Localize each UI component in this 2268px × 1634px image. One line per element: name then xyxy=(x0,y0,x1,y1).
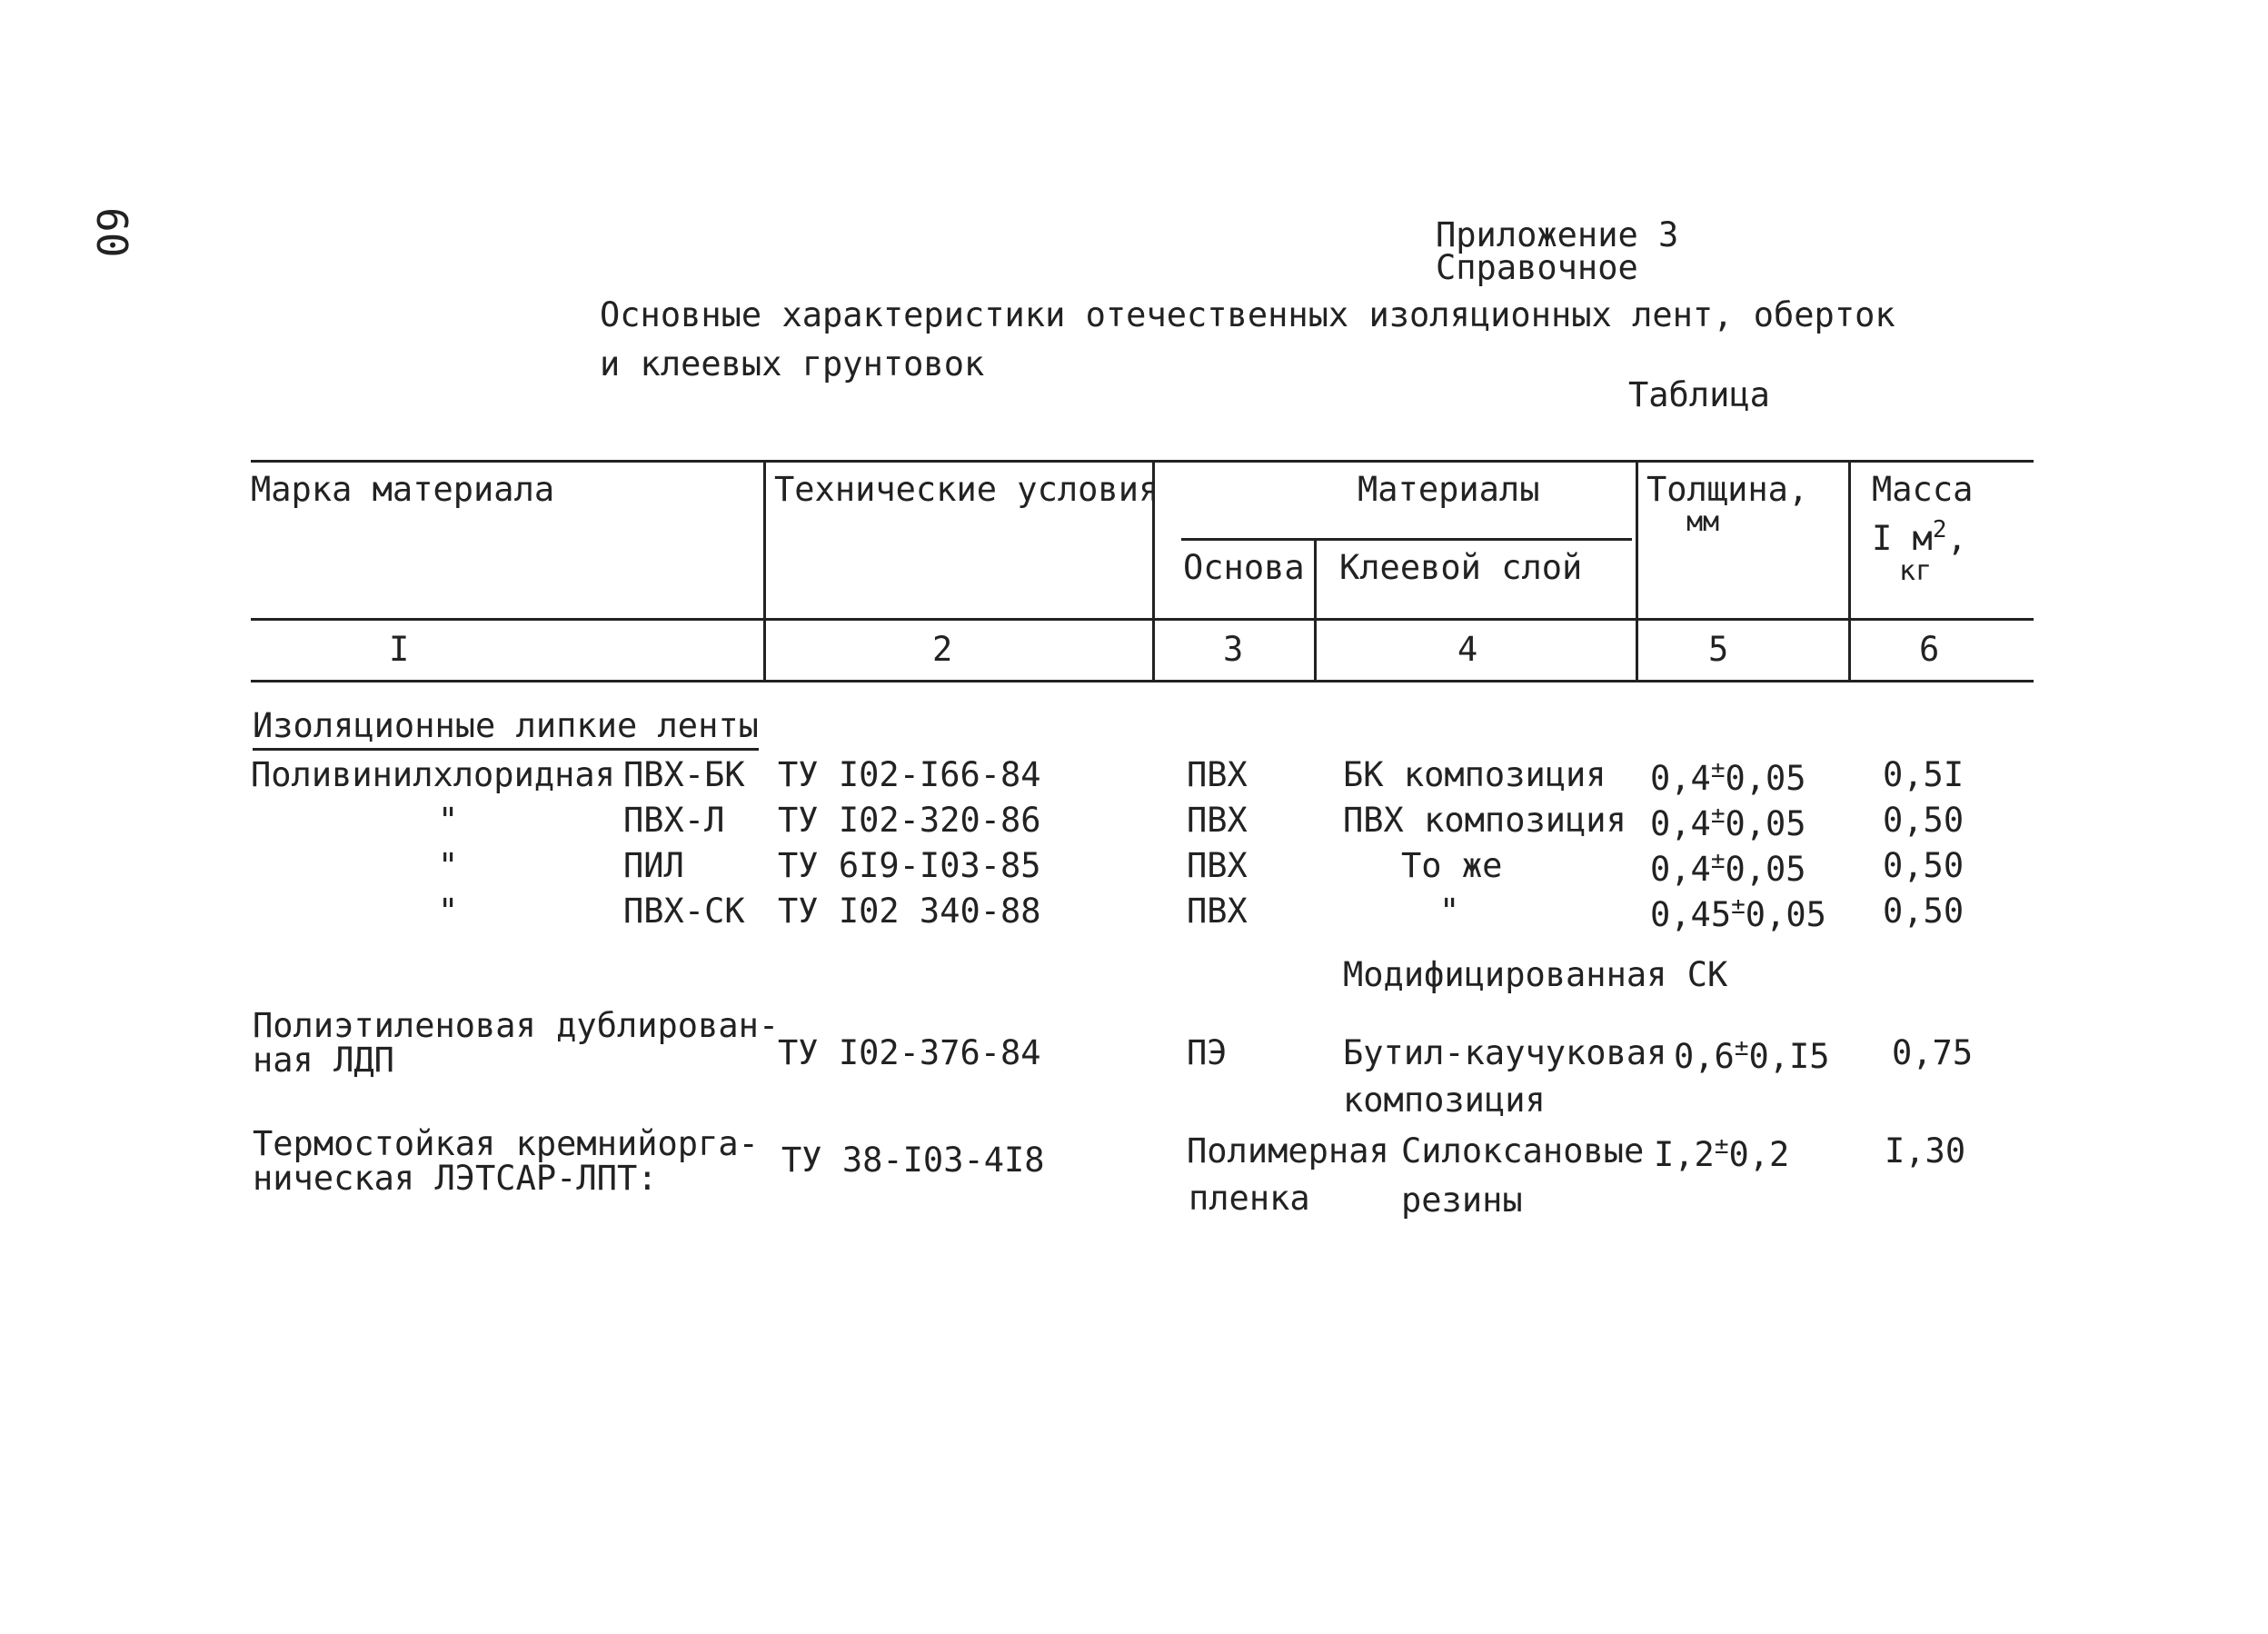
row-tech-conditions: ТУ I02-I66-84 xyxy=(778,755,1041,794)
row-adhesive: БК композиция xyxy=(1343,755,1606,794)
si-row-adhesive-line-1: Силоксановые xyxy=(1401,1131,1645,1171)
row-material-name: " xyxy=(438,892,459,931)
materials-subheader-rule xyxy=(1181,538,1632,541)
row-material-name: " xyxy=(438,846,459,885)
row-mass: 0,50 xyxy=(1883,892,1965,931)
pe-row-name-line-1: Полиэтиленовая дублирован- xyxy=(253,1006,780,1045)
row-thickness: 0,4±0,05 xyxy=(1650,802,1806,843)
pe-row-tech-conditions: ТУ I02-376-84 xyxy=(778,1033,1041,1072)
column-divider xyxy=(1636,460,1638,682)
column-number: 3 xyxy=(1223,630,1244,669)
header-thickness-unit: мм xyxy=(1686,506,1720,538)
pe-row-base: ПЭ xyxy=(1187,1033,1228,1072)
row-adhesive: ПВХ композиция xyxy=(1343,801,1626,840)
header-adhesive: Клеевой слой xyxy=(1339,548,1583,587)
header-thickness: Толщина, xyxy=(1646,470,1809,509)
document-title-line-1: Основные характеристики отечественных изоляционных лент, оберток xyxy=(600,295,1895,334)
row-base: ПВХ xyxy=(1187,892,1248,931)
column-number: I xyxy=(389,630,410,669)
row-adhesive: " xyxy=(1439,892,1460,931)
row-material-code: ПИЛ xyxy=(623,846,684,885)
header-materials: Материалы xyxy=(1358,470,1540,509)
column-number: 4 xyxy=(1457,630,1478,669)
pe-row-mass: 0,75 xyxy=(1892,1033,1974,1072)
appendix-type: Справочное xyxy=(1436,248,1638,287)
row-material-code: ПВХ-БК xyxy=(623,755,745,794)
si-row-thickness: I,2±0,2 xyxy=(1654,1132,1790,1174)
page-number: 60 xyxy=(87,207,136,258)
row-material-code: ПВХ-Л xyxy=(623,801,725,840)
header-bottom-rule xyxy=(251,618,2034,621)
row-mass: 0,5I xyxy=(1883,755,1965,794)
row-adhesive: То же xyxy=(1401,846,1503,885)
column-numbers-rule xyxy=(251,680,2034,682)
section-title: Изоляционные липкие ленты xyxy=(253,709,759,742)
column-divider xyxy=(1848,460,1851,682)
pe-row-adhesive-line-1: Бутил-каучуковая xyxy=(1343,1033,1667,1072)
header-mass-area: I $м^2$, xyxy=(1872,516,1967,558)
appendix-label: Приложение 3 xyxy=(1436,215,1679,254)
row-base: ПВХ xyxy=(1187,846,1248,885)
row-mass: 0,50 xyxy=(1883,801,1965,840)
header-base: Основа xyxy=(1183,548,1305,587)
row-tech-conditions: ТУ I02 340-88 xyxy=(778,892,1041,931)
pe-row-name-line-2: ная ЛДП xyxy=(253,1041,394,1080)
si-row-name-line-1: Термостойкая кремнийорга- xyxy=(253,1124,759,1163)
row-material-name: " xyxy=(438,801,459,840)
row-thickness: 0,4±0,05 xyxy=(1650,847,1806,889)
row-thickness: 0,4±0,05 xyxy=(1650,756,1806,798)
si-row-mass: I,30 xyxy=(1885,1131,1966,1171)
header-mass-unit: кг xyxy=(1899,555,1933,587)
row-material-code: ПВХ-СК xyxy=(623,892,745,931)
row-base: ПВХ xyxy=(1187,801,1248,840)
document-title-line-2: и клеевых грунтовок xyxy=(600,344,985,384)
column-divider xyxy=(763,460,766,682)
si-row-adhesive-line-2: резины xyxy=(1401,1181,1523,1220)
table-label: Таблица xyxy=(1628,375,1770,414)
row-thickness: 0,45±0,05 xyxy=(1650,892,1826,934)
pe-row-adhesive-line-2: композиция xyxy=(1343,1081,1546,1120)
modified-sk-label: Модифицированная СК xyxy=(1343,955,1728,994)
si-row-base-line-2: пленка xyxy=(1189,1179,1310,1218)
si-row-base-line-1: Полимерная xyxy=(1187,1131,1389,1171)
row-base: ПВХ xyxy=(1187,755,1248,794)
row-material-name: Поливинилхлоридная xyxy=(251,755,615,794)
header-brand: Марка материала xyxy=(251,470,555,509)
si-row-tech-conditions: ТУ 38-I03-4I8 xyxy=(781,1141,1045,1180)
si-row-name-line-2: ническая ЛЭТСАР-ЛПТ: xyxy=(253,1159,658,1198)
column-number: 6 xyxy=(1919,630,1940,669)
column-number: 2 xyxy=(932,630,953,669)
row-tech-conditions: ТУ 6I9-I03-85 xyxy=(778,846,1041,885)
row-mass: 0,50 xyxy=(1883,846,1965,885)
pe-row-thickness: 0,6±0,I5 xyxy=(1674,1034,1830,1076)
table-top-rule xyxy=(251,460,2034,463)
header-mass: Масса xyxy=(1872,470,1974,509)
column-number: 5 xyxy=(1708,630,1729,669)
row-tech-conditions: ТУ I02-320-86 xyxy=(778,801,1041,840)
column-divider xyxy=(1314,540,1317,682)
header-tech-conditions: Технические условия xyxy=(774,470,1159,509)
